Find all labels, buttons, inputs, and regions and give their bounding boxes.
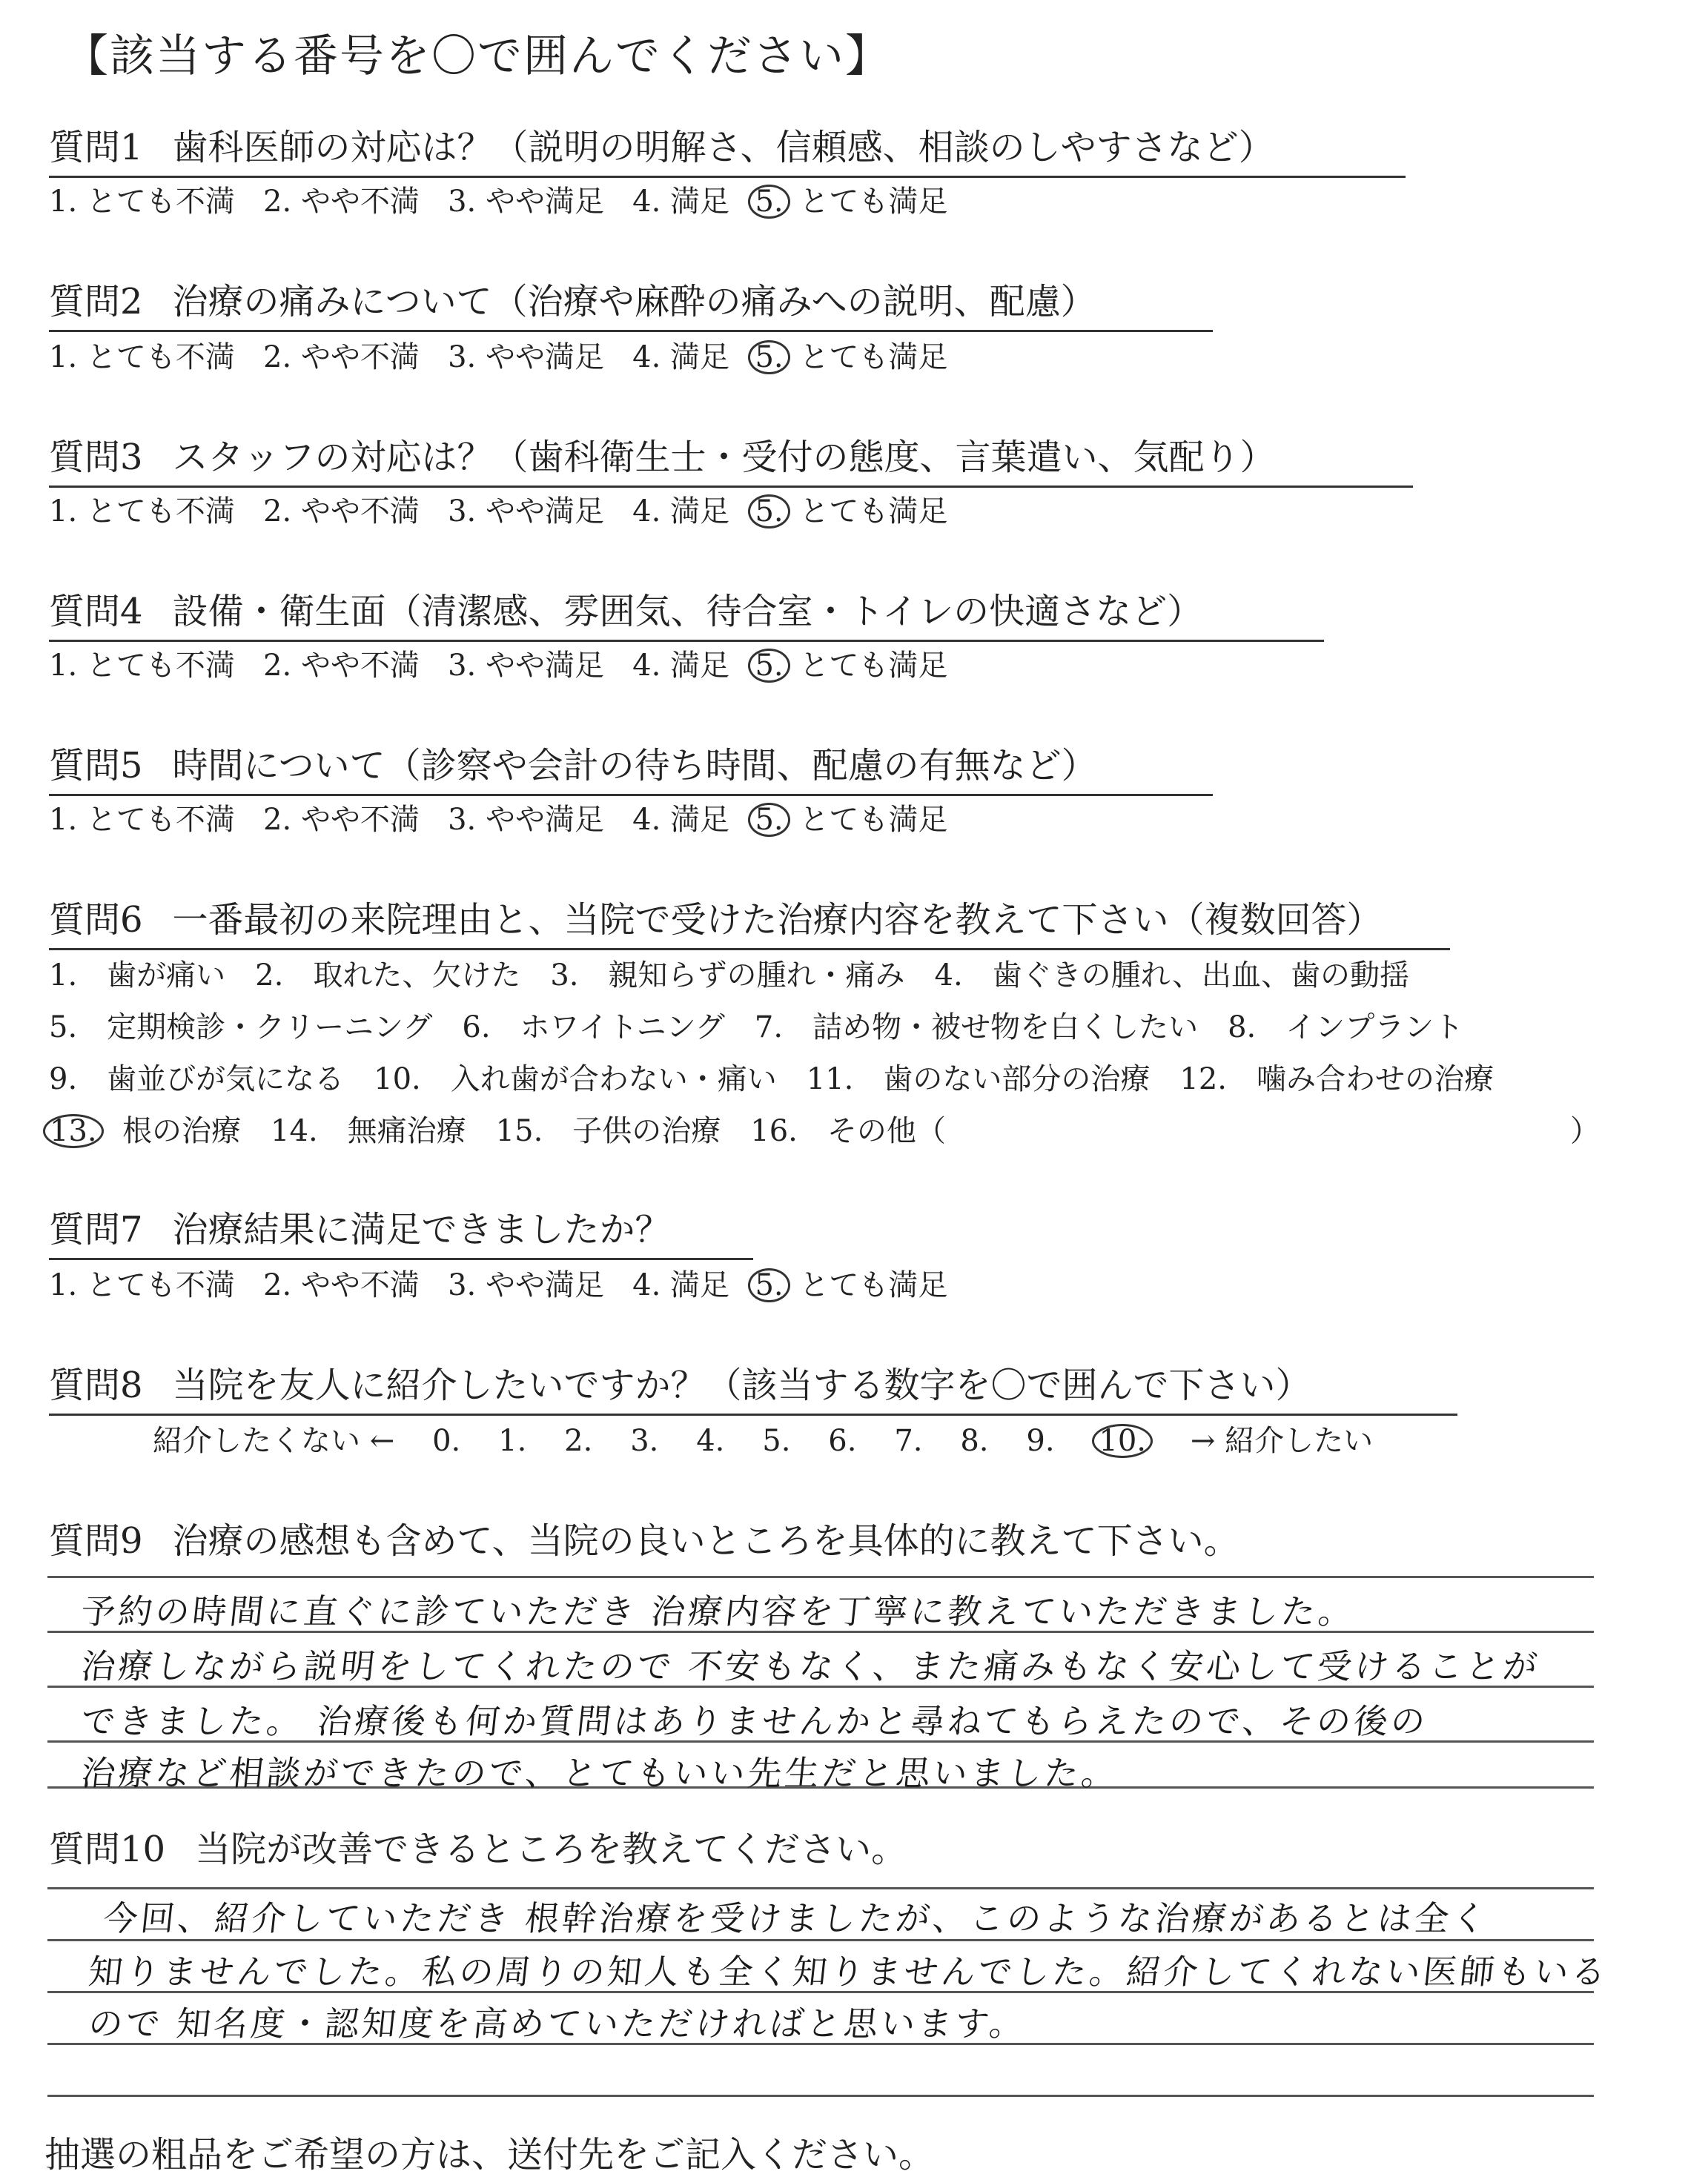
question-label: 質問1 (49, 127, 143, 168)
question-text: 当院が改善できるところを教えてください。 (195, 1829, 907, 1870)
answer-line (47, 1887, 1594, 1889)
question-text: 一番最初の来院理由と、当院で受けた治療内容を教えて下さい（複数回答） (172, 899, 1383, 941)
question-text: スタッフの対応は？（歯科衛生士・受付の態度、言葉遣い、気配り） (172, 437, 1276, 478)
question-text: 治療結果に満足できましたか？ (172, 1209, 671, 1250)
answer-line (47, 2095, 1594, 2097)
footer-note: 抽選の粗品をご希望の方は、送付先をご記入ください。 (44, 2134, 935, 2176)
handwritten-answer-line: 治療しながら説明をしてくれたので 不安もなく、また痛みもなく安心して受けることが (79, 1646, 1543, 1686)
handwritten-answer-line: 今回、紹介していただき 根幹治療を受けましたが、このような治療があるとは全く (101, 1898, 1492, 1938)
question-label: 質問6 (49, 899, 143, 941)
question-3 (49, 428, 1413, 488)
q6-row-3: 9. 歯並びが気になる 10. 入れ歯が合わない・痛い 11. 歯のない部分の治療 12. 噛み合わせの治療 (49, 1062, 1494, 1096)
q6-row-4: 13. 根の治療 14. 無痛治療 15. 子供の治療 16. その他（ ） (43, 1107, 1600, 1150)
question-label: 質問2 (49, 281, 143, 322)
question-text: 当院を友人に紹介したいですか？（該当する数字を〇で囲んで下さい） (172, 1365, 1311, 1406)
question-2 (49, 273, 1213, 332)
circled-answer: 5. (748, 185, 790, 219)
question-text: 歯科医師の対応は？（説明の明解さ、信頼感、相談のしやすさなど） (172, 127, 1274, 168)
question-label: 質問3 (49, 437, 143, 478)
question-text: 設備・衛生面（清潔感、雰囲気、待合室・トイレの快適さなど） (172, 591, 1203, 632)
circled-answer: 10. (1092, 1424, 1153, 1458)
q3-options: 1. とても不満 2. やや不満 3. やや満足 4. 満足 5. とても満足 (49, 494, 948, 528)
handwritten-answer-line: 予約の時間に直ぐに診ていただき 治療内容を丁寧に教えていただきました。 (79, 1591, 1358, 1631)
answer-line (47, 1576, 1594, 1578)
q2-options: 1. とても不満 2. やや不満 3. やや満足 4. 満足 5. とても満足 (49, 340, 948, 374)
circled-answer: 5. (748, 649, 790, 683)
circled-answer: 5. (748, 494, 790, 528)
question-label: 質問8 (49, 1365, 143, 1406)
question-9 (49, 1512, 1239, 1563)
q7-options: 1. とても不満 2. やや不満 3. やや満足 4. 満足 5. とても満足 (49, 1268, 948, 1302)
circled-answer: 13. (43, 1114, 104, 1148)
q6-row-2: 5. 定期検診・クリーニング 6. ホワイトニング 7. 詰め物・被せ物を白くしたい 8. インプラント (49, 1010, 1464, 1044)
question-label: 質問7 (49, 1209, 143, 1250)
question-7 (49, 1201, 753, 1260)
question-8 (49, 1356, 1457, 1416)
circled-answer: 5. (748, 1268, 790, 1302)
question-label: 質問4 (49, 591, 143, 632)
question-6 (49, 891, 1450, 950)
question-text: 治療の感想も含めて、当院の良いところを具体的に教えて下さい。 (172, 1520, 1239, 1562)
q1-options: 1. とても不満 2. やや不満 3. やや満足 4. 満足 5. とても満足 (49, 185, 948, 219)
handwritten-answer-line: 知りませんでした。私の周りの知人も全く知りませんでした。紹介してくれない医師もいる (86, 1952, 1611, 1992)
q5-options: 1. とても不満 2. やや不満 3. やや満足 4. 満足 5. とても満足 (49, 803, 948, 837)
question-label: 質問5 (49, 745, 143, 786)
circled-answer: 5. (748, 803, 790, 837)
question-1 (49, 119, 1406, 178)
question-text: 治療の痛みについて（治療や麻酔の痛みへの説明、配慮） (172, 281, 1096, 322)
q8-scale: 紹介したくない ← 0. 1. 2. 3. 4. 5. 6. 7. 8. 9. 10. → 紹介したい (153, 1424, 1374, 1458)
question-label: 質問10 (49, 1829, 166, 1870)
question-5 (49, 737, 1213, 796)
question-4 (49, 583, 1324, 642)
q6-row-1: 1. 歯が痛い 2. 取れた、欠けた 3. 親知らずの腫れ・痛み 4. 歯ぐきの腫れ、出血、歯の動揺 (49, 958, 1410, 993)
question-text: 時間について（診察や会計の待ち時間、配慮の有無など） (172, 745, 1097, 786)
handwritten-answer-line: 治療など相談ができたので、とてもいい先生だと思いました。 (79, 1753, 1121, 1793)
other-close-paren: ） (1570, 1114, 1600, 1148)
page-title: 【該当する番号を〇で囲んでください】 (64, 30, 891, 82)
handwritten-answer-line: ので 知名度・認知度を高めていただければと思います。 (86, 2004, 1029, 2044)
handwritten-answer-line: できました。 治療後も何か質問はありませんかと尋ねてもらえたので、その後の (79, 1701, 1431, 1741)
q4-options: 1. とても不満 2. やや不満 3. やや満足 4. 満足 5. とても満足 (49, 649, 948, 683)
question-10 (49, 1820, 907, 1872)
question-label: 質問9 (49, 1520, 143, 1562)
circled-answer: 5. (748, 340, 790, 374)
